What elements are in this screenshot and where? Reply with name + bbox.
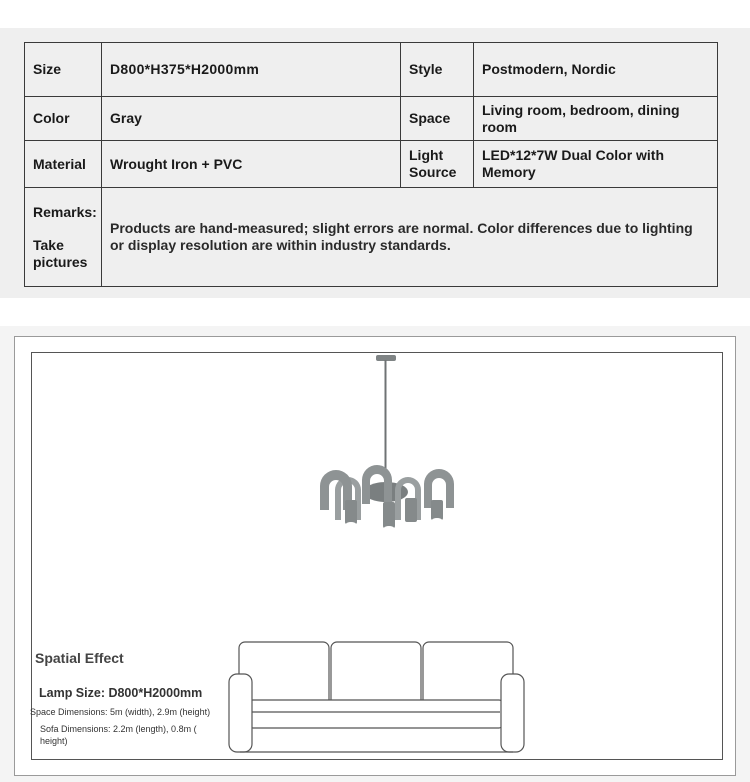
style-label: Style: [401, 43, 474, 97]
remarks-label: Remarks:: [33, 203, 97, 220]
take-pictures-label: Take pictures: [33, 236, 88, 270]
style-value: Postmodern, Nordic: [474, 43, 718, 97]
sofa-dimensions-text: Sofa Dimensions: 2.2m (length), 0.8m ( height): [40, 724, 197, 746]
color-label: Color: [25, 97, 102, 141]
remarks-value: Products are hand-measured; slight errors are normal. Color differences due to lighting or display resolution are within industry standards.: [102, 188, 718, 287]
space-dimensions-text: Space Dimensions: 5m (width), 2.9m (height): [30, 707, 211, 717]
material-label: Material: [25, 141, 102, 188]
sofa-outline: [229, 642, 524, 752]
space-label: Space: [401, 97, 474, 141]
light-source-label: Light Source: [401, 141, 474, 188]
space-value: Living room, bedroom, dining room: [474, 97, 718, 141]
size-value: D800*H375*H2000mm: [102, 43, 401, 97]
material-value: Wrought Iron + PVC: [102, 141, 401, 188]
color-value: Gray: [102, 97, 401, 141]
size-label: Size: [25, 43, 102, 97]
light-source-value: LED*12*7W Dual Color with Memory: [474, 141, 718, 188]
chandelier-image: [320, 355, 454, 530]
spatial-effect-title: Spatial Effect: [35, 650, 124, 666]
lamp-size-text: Lamp Size: D800*H2000mm: [39, 686, 203, 700]
